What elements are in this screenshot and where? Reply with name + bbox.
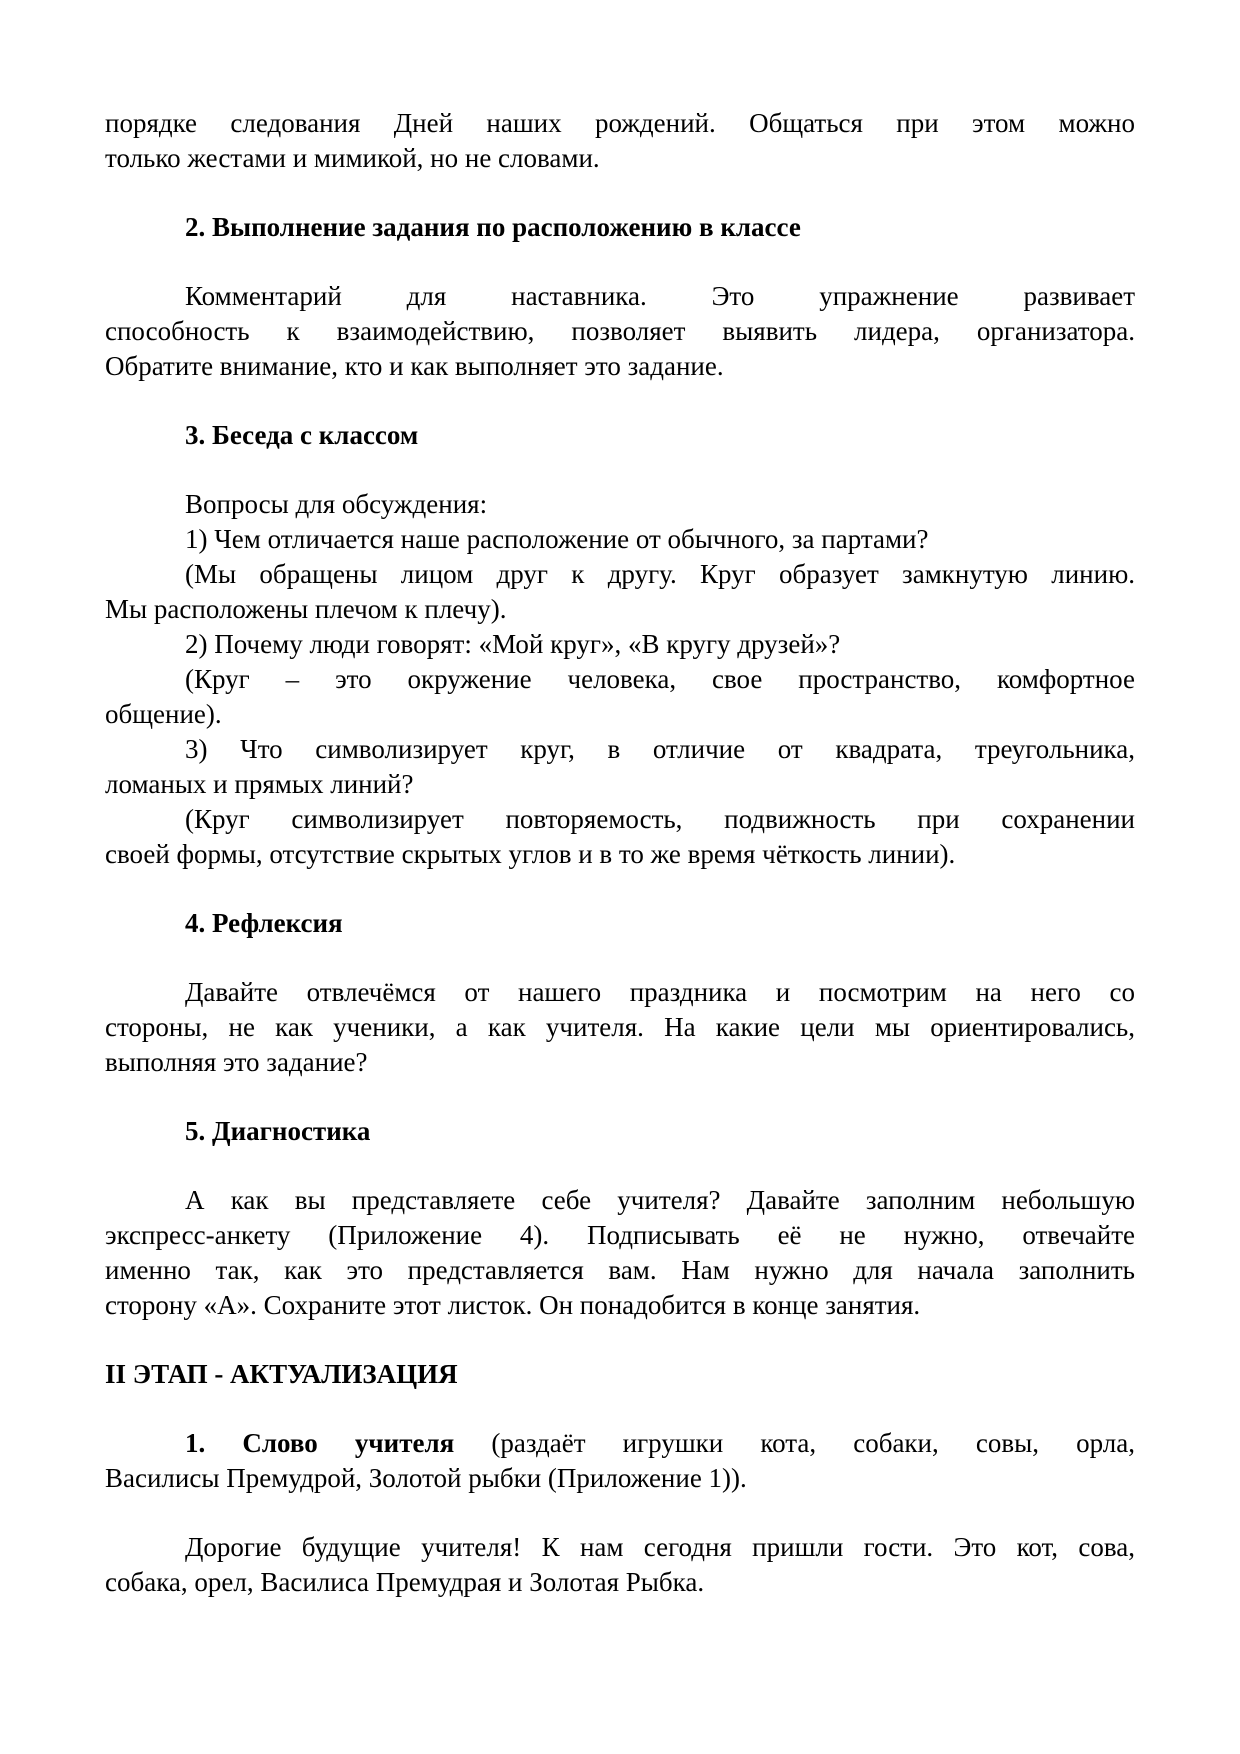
text-line: экспресс-анкету (Приложение 4). Подписывать её не нужно, отвечайте	[105, 1220, 1135, 1250]
paragraph-teacher-word	[105, 1426, 1135, 1496]
section-heading-4	[105, 906, 1135, 941]
text-line: способность к взаимодействию, позволяет выявить лидера, организатора.	[105, 316, 1135, 346]
text-line: сторону «А». Сохраните этот листок. Он понадобится в конце занятия.	[105, 1290, 921, 1320]
paragraph-diagnostics	[105, 1183, 1135, 1323]
paragraph-intro-continuation	[105, 106, 1135, 176]
text-line: порядке следования Дней наших рождений. Общаться при этом можно	[105, 108, 1135, 138]
text-line: собака, орел, Василиса Премудрая и Золотая Рыбка.	[105, 1567, 705, 1597]
answer-3-line: своей формы, отсутствие скрытых углов и в то же время чёткость линии).	[105, 839, 956, 869]
paragraph-greeting	[105, 1530, 1135, 1600]
heading-text: 4. Рефлексия	[185, 908, 343, 938]
heading-text: II ЭТАП - АКТУАЛИЗАЦИЯ	[105, 1359, 458, 1389]
heading-text: 2. Выполнение задания по расположению в классе	[185, 212, 801, 242]
text-line: Обратите внимание, кто и как выполняет это задание.	[105, 351, 724, 381]
text-line: Комментарий для наставника. Это упражнение развивает	[185, 281, 1135, 311]
text-line: Дорогие будущие учителя! К нам сегодня пришли гости. Это кот, сова,	[185, 1532, 1135, 1562]
answer-2-line: общение).	[105, 699, 222, 729]
paragraph-mentor-comment	[105, 279, 1135, 384]
teacher-word-rest: (раздаёт игрушки кота, собаки, совы, орла,	[491, 1428, 1136, 1458]
answer-2-line: (Круг – это окружение человека, свое пространство, комфортное	[185, 664, 1135, 694]
question-3-line: 3) Что символизирует круг, в отличие от квадрата, треугольника,	[185, 734, 1135, 764]
question-1-line: 1) Чем отличается наше расположение от обычного, за партами?	[185, 524, 929, 554]
section-heading-2	[105, 210, 1135, 245]
section-heading-3	[105, 418, 1135, 453]
text-line: только жестами и мимикой, но не словами.	[105, 143, 600, 173]
paragraph-reflection	[105, 975, 1135, 1080]
text-line: выполняя это задание?	[105, 1047, 368, 1077]
stage-heading	[105, 1357, 1135, 1392]
answer-3-line: (Круг символизирует повторяемость, подвижность при сохранении	[185, 804, 1135, 834]
questions-intro-line: Вопросы для обсуждения:	[185, 489, 488, 519]
answer-1-line: (Мы обращены лицом друг к другу. Круг образует замкнутую линию.	[185, 559, 1135, 589]
text-line: стороны, не как ученики, а как учителя. На какие цели мы ориентировались,	[105, 1012, 1135, 1042]
question-3-line: ломаных и прямых линий?	[105, 769, 414, 799]
text-line: А как вы представляете себе учителя? Давайте заполним небольшую	[185, 1185, 1135, 1215]
discussion-questions	[105, 487, 1135, 872]
text-line: именно так, как это представляется вам. Нам нужно для начала заполнить	[105, 1255, 1135, 1285]
heading-text: 3. Беседа с классом	[185, 420, 419, 450]
heading-text: 5. Диагностика	[185, 1116, 371, 1146]
text-line: Давайте отвлечёмся от нашего праздника и посмотрим на него со	[185, 977, 1135, 1007]
answer-1-line: Мы расположены плечом к плечу).	[105, 594, 507, 624]
section-heading-5	[105, 1114, 1135, 1149]
question-2-line: 2) Почему люди говорят: «Мой круг», «В кругу друзей»?	[185, 629, 841, 659]
text-line	[105, 1426, 1135, 1461]
teacher-word-bold: 1. Слово учителя	[185, 1428, 455, 1458]
text-line: Василисы Премудрой, Золотой рыбки (Приложение 1)).	[105, 1463, 747, 1493]
